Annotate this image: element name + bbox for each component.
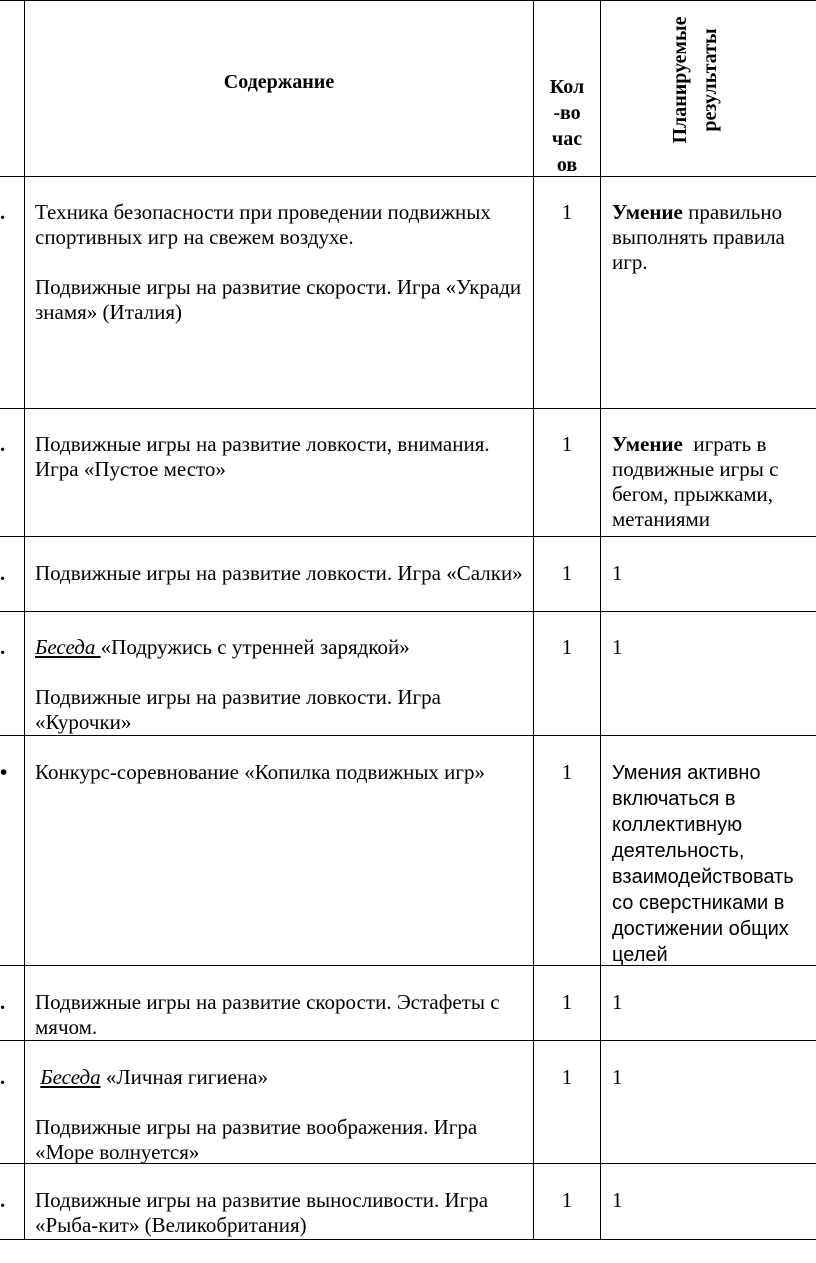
content-paragraph: Подвижные игры на развитие ловкости. Игра «Курочки»	[35, 685, 441, 734]
content-paragraph: Конкурс-соревнование «Копилка подвижных игр»	[35, 760, 486, 784]
row-result: 1	[612, 635, 623, 659]
row-result: 1	[612, 990, 623, 1014]
row-hours: 1	[561, 561, 573, 585]
row-hours: 1	[561, 760, 573, 784]
table-row-content	[35, 990, 525, 1040]
content-paragraph: Подвижные игры на развитие воображения. Игра «Море волнуется»	[35, 1115, 478, 1164]
result-bold: Умение	[612, 200, 683, 224]
row-number: .	[0, 990, 6, 1014]
content-paragraph: Техника безопасности при проведении подвижных спортивных игр на свежем воздухе.	[35, 200, 491, 249]
row-result: 1	[612, 561, 623, 585]
table-border-bottom	[0, 1239, 816, 1240]
row-result	[612, 432, 812, 532]
header-hours-part: -во	[553, 102, 581, 124]
table-row-content	[35, 760, 525, 785]
row-divider	[0, 536, 816, 537]
header-results-line2: результаты	[699, 28, 721, 132]
header-hours-part: ов	[556, 154, 578, 176]
content-paragraph: Подвижные игры на развитие скорости. Эстафеты с мячом.	[35, 990, 500, 1039]
table-row-content	[35, 635, 525, 735]
result-bold: Умение	[612, 432, 683, 456]
content-paragraph	[35, 635, 525, 660]
row-number: .	[0, 1188, 6, 1212]
row-number: .	[0, 1065, 6, 1089]
result-text: играть в подвижные игры с бегом, прыжками, метаниями	[612, 432, 784, 531]
row-number: .	[0, 635, 6, 659]
row-divider	[0, 1040, 816, 1041]
column-divider	[24, 0, 25, 1240]
row-number: .	[0, 561, 6, 585]
header-results-rotated	[665, 0, 725, 160]
talk-label: Беседа	[40, 1065, 101, 1089]
table-row-content	[35, 432, 525, 482]
content-paragraph: Подвижные игры на развитие выносливости. Игра «Рыба-кит» (Великобритания)	[35, 1188, 489, 1237]
header-hours-part: Кол	[549, 76, 585, 98]
row-number: .	[0, 432, 6, 456]
table-row-content	[35, 1188, 525, 1238]
header-results-line1: Планируемые	[669, 16, 691, 144]
row-hours: 1	[561, 1188, 573, 1212]
header-hours-part: час	[551, 128, 583, 150]
row-divider	[0, 735, 816, 736]
row-result	[612, 200, 812, 275]
row-hours: 1	[561, 432, 573, 456]
row-result: 1	[612, 1065, 623, 1089]
row-hours: 1	[561, 200, 573, 224]
row-number: •	[0, 760, 8, 784]
content-paragraph	[35, 1065, 525, 1090]
talk-label: Беседа	[35, 635, 101, 659]
row-number: .	[0, 200, 6, 224]
row-hours: 1	[561, 1065, 573, 1089]
row-hours: 1	[561, 990, 573, 1014]
table-row-content	[35, 200, 525, 325]
table-row-content	[35, 561, 525, 586]
talk-title: «Личная гигиена»	[100, 1065, 268, 1089]
column-divider	[600, 0, 601, 1240]
content-paragraph: Подвижные игры на развитие ловкости, внимания. Игра «Пустое место»	[35, 432, 490, 481]
header-content: Содержание	[223, 71, 335, 93]
row-result: 1	[612, 1188, 623, 1212]
row-divider	[0, 408, 816, 409]
row-result: Умения активно включаться в коллективную деятельность, взаимодействовать со сверстниками в достижении общих целей	[612, 762, 794, 966]
result-text: правильно выполнять правила игр.	[612, 200, 785, 274]
header-results	[600, 0, 816, 177]
content-paragraph: Подвижные игры на развитие ловкости. Игра «Салки»	[35, 561, 523, 585]
content-paragraph: Подвижные игры на развитие скорости. Игра «Укради знамя» (Италия)	[35, 275, 522, 324]
talk-title: «Подружись с утренней зарядкой»	[100, 635, 410, 659]
table-row-content	[35, 1065, 525, 1165]
row-divider	[0, 611, 816, 612]
column-divider	[533, 0, 534, 1240]
header-hours	[534, 74, 600, 178]
row-hours: 1	[561, 635, 573, 659]
